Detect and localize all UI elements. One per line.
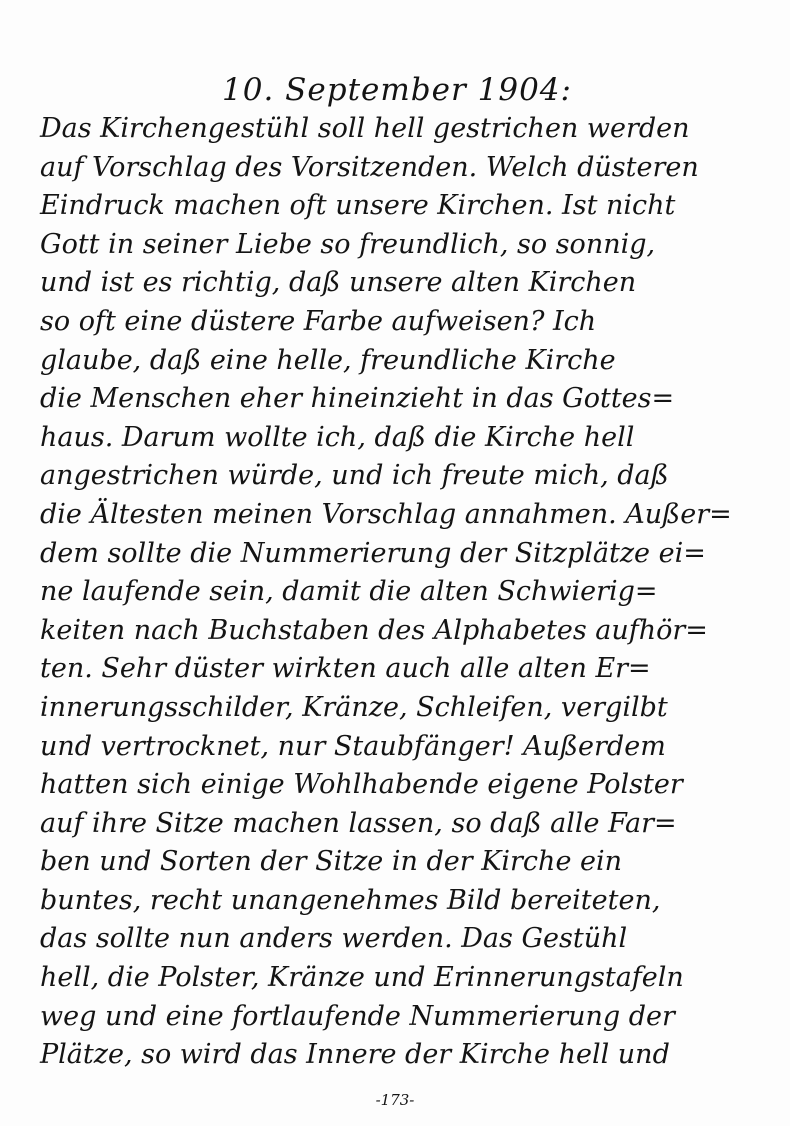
text-line: die Ältesten meinen Vorschlag annahmen. Außer=: [40, 498, 732, 530]
text-line: ten. Sehr düster wirkten auch alle alten Er=: [40, 653, 651, 685]
text-line: Gott in seiner Liebe so freundlich, so sonnig,: [40, 228, 656, 260]
text-line: haus. Darum wollte ich, daß die Kirche hell: [40, 421, 635, 453]
text-line: Plätze, so wird das Innere der Kirche hell und: [40, 1039, 670, 1071]
text-line: und ist es richtig, daß unsere alten Kirchen: [40, 267, 637, 299]
text-line: das sollte nun anders werden. Das Gestühl: [40, 923, 628, 955]
text-line: auf Vorschlag des Vorsitzenden. Welch düsteren: [40, 151, 699, 183]
text-line: hatten sich einige Wohlhabende eigene Polster: [40, 769, 683, 801]
text-line: und vertrocknet, nur Staubfänger! Außerdem: [40, 730, 666, 762]
page-number: -173-: [375, 1091, 415, 1109]
text-line: hell, die Polster, Kränze und Erinnerungstafeln: [40, 962, 684, 994]
text-line: innerungsschilder, Kränze, Schleifen, vergilbt: [40, 691, 668, 723]
entry-date: 10. September 1904:: [222, 72, 572, 108]
text-line: glaube, daß eine helle, freundliche Kirche: [40, 344, 616, 376]
text-line: die Menschen eher hineinzieht in das Gottes=: [40, 383, 675, 415]
text-line: ne laufende sein, damit die alten Schwierig=: [40, 576, 658, 608]
text-line: ben und Sorten der Sitze in der Kirche ein: [40, 846, 623, 878]
text-line: weg und eine fortlaufende Nummerierung der: [40, 1000, 675, 1032]
text-line: angestrichen würde, und ich freute mich, daß: [40, 460, 669, 492]
text-line: auf ihre Sitze machen lassen, so daß alle Far=: [40, 807, 677, 839]
text-line: Eindruck machen oft unsere Kirchen. Ist nicht: [40, 190, 676, 222]
handwritten-text-body: [40, 110, 770, 1075]
text-line: buntes, recht unangenehmes Bild bereiteten,: [40, 884, 661, 916]
text-line: keiten nach Buchstaben des Alphabetes aufhör=: [40, 614, 708, 646]
text-line: Das Kirchengestühl soll hell gestrichen werden: [40, 113, 690, 144]
text-line: so oft eine düstere Farbe aufweisen? Ich: [40, 305, 597, 337]
text-line: dem sollte die Nummerierung der Sitzplätze ei=: [40, 537, 706, 569]
